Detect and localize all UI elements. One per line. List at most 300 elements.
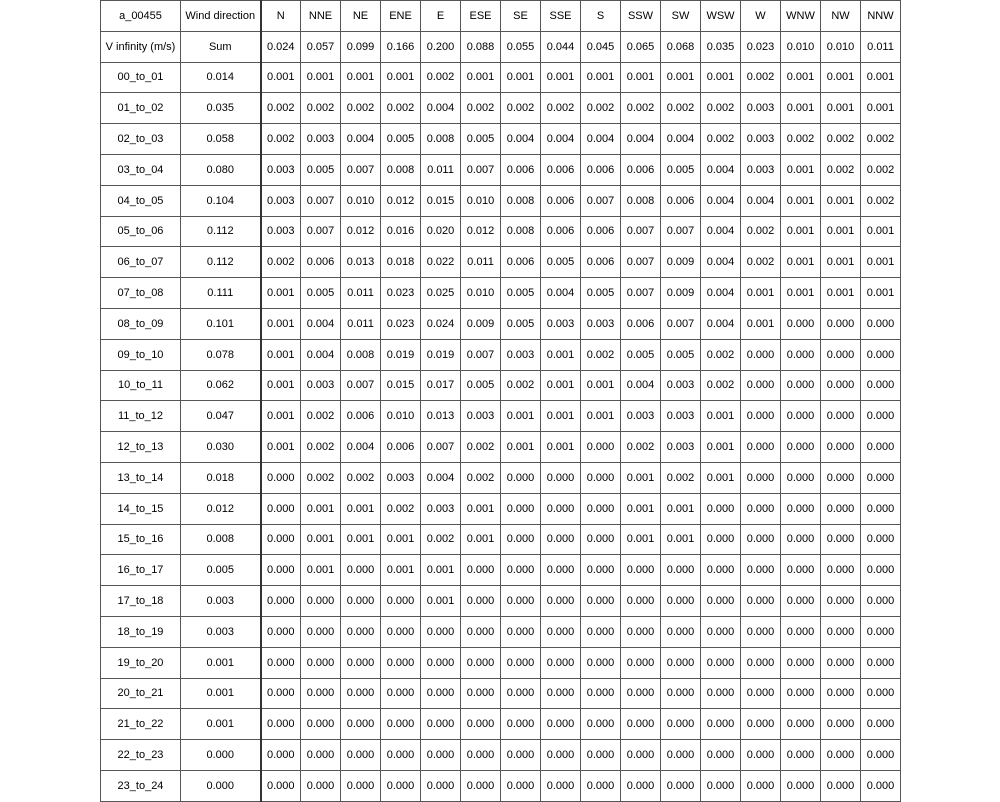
frequency-cell: 0.000 bbox=[541, 647, 581, 678]
speed-bin-label: 17_to_18 bbox=[101, 586, 181, 617]
frequency-cell: 0.007 bbox=[341, 370, 381, 401]
frequency-cell: 0.001 bbox=[421, 586, 461, 617]
frequency-cell: 0.010 bbox=[341, 185, 381, 216]
frequency-cell: 0.003 bbox=[421, 493, 461, 524]
frequency-cell: 0.000 bbox=[381, 616, 421, 647]
frequency-cell: 0.000 bbox=[781, 616, 821, 647]
frequency-cell: 0.001 bbox=[421, 555, 461, 586]
frequency-cell: 0.000 bbox=[701, 740, 741, 771]
frequency-cell: 0.000 bbox=[541, 493, 581, 524]
frequency-cell: 0.003 bbox=[581, 308, 621, 339]
table-row bbox=[101, 154, 901, 185]
frequency-cell: 0.001 bbox=[501, 401, 541, 432]
frequency-cell: 0.007 bbox=[621, 247, 661, 278]
direction-sum-cell: 0.099 bbox=[341, 31, 381, 62]
frequency-cell: 0.000 bbox=[421, 678, 461, 709]
wind-direction-header: Wind direction bbox=[181, 1, 261, 32]
speed-header: V infinity (m/s) bbox=[101, 31, 181, 62]
frequency-cell: 0.024 bbox=[421, 308, 461, 339]
frequency-cell: 0.004 bbox=[741, 185, 781, 216]
direction-header-cell: SE bbox=[501, 1, 541, 32]
frequency-cell: 0.001 bbox=[821, 216, 861, 247]
speed-bin-label: 04_to_05 bbox=[101, 185, 181, 216]
frequency-cell: 0.007 bbox=[301, 216, 341, 247]
frequency-cell: 0.001 bbox=[301, 524, 341, 555]
frequency-cell: 0.000 bbox=[261, 493, 301, 524]
frequency-cell: 0.000 bbox=[461, 647, 501, 678]
frequency-cell: 0.000 bbox=[781, 555, 821, 586]
speed-bin-label: 01_to_02 bbox=[101, 93, 181, 124]
header-row bbox=[101, 1, 901, 32]
frequency-cell: 0.002 bbox=[381, 493, 421, 524]
row-sum-cell: 0.000 bbox=[181, 740, 261, 771]
direction-header-cell: SW bbox=[661, 1, 701, 32]
frequency-cell: 0.002 bbox=[821, 154, 861, 185]
frequency-cell: 0.000 bbox=[741, 678, 781, 709]
direction-sum-cell: 0.065 bbox=[621, 31, 661, 62]
frequency-cell: 0.000 bbox=[781, 586, 821, 617]
frequency-cell: 0.000 bbox=[501, 647, 541, 678]
frequency-cell: 0.003 bbox=[461, 401, 501, 432]
direction-sum-cell: 0.045 bbox=[581, 31, 621, 62]
frequency-cell: 0.002 bbox=[301, 401, 341, 432]
frequency-cell: 0.001 bbox=[701, 462, 741, 493]
frequency-cell: 0.000 bbox=[421, 647, 461, 678]
frequency-cell: 0.004 bbox=[301, 308, 341, 339]
row-sum-cell: 0.001 bbox=[181, 678, 261, 709]
row-sum-cell: 0.003 bbox=[181, 586, 261, 617]
frequency-cell: 0.001 bbox=[301, 493, 341, 524]
frequency-cell: 0.001 bbox=[821, 93, 861, 124]
frequency-cell: 0.002 bbox=[701, 370, 741, 401]
frequency-cell: 0.004 bbox=[661, 124, 701, 155]
frequency-cell: 0.002 bbox=[821, 124, 861, 155]
frequency-cell: 0.006 bbox=[621, 154, 661, 185]
table-row bbox=[101, 432, 901, 463]
frequency-cell: 0.003 bbox=[541, 308, 581, 339]
frequency-cell: 0.005 bbox=[461, 124, 501, 155]
frequency-cell: 0.000 bbox=[741, 555, 781, 586]
table-row bbox=[101, 339, 901, 370]
frequency-cell: 0.002 bbox=[501, 93, 541, 124]
direction-header-cell: NE bbox=[341, 1, 381, 32]
frequency-cell: 0.000 bbox=[261, 555, 301, 586]
table-row bbox=[101, 216, 901, 247]
frequency-cell: 0.006 bbox=[381, 432, 421, 463]
direction-header-cell: NNE bbox=[301, 1, 341, 32]
frequency-cell: 0.000 bbox=[581, 678, 621, 709]
frequency-cell: 0.000 bbox=[821, 339, 861, 370]
frequency-cell: 0.003 bbox=[301, 370, 341, 401]
frequency-cell: 0.001 bbox=[501, 62, 541, 93]
frequency-cell: 0.003 bbox=[661, 370, 701, 401]
frequency-cell: 0.001 bbox=[861, 62, 901, 93]
frequency-cell: 0.000 bbox=[541, 462, 581, 493]
table-row bbox=[101, 462, 901, 493]
frequency-cell: 0.000 bbox=[581, 555, 621, 586]
frequency-cell: 0.005 bbox=[541, 247, 581, 278]
frequency-cell: 0.004 bbox=[581, 124, 621, 155]
direction-sum-cell: 0.011 bbox=[861, 31, 901, 62]
frequency-cell: 0.003 bbox=[261, 185, 301, 216]
frequency-cell: 0.004 bbox=[301, 339, 341, 370]
frequency-cell: 0.000 bbox=[741, 709, 781, 740]
frequency-cell: 0.000 bbox=[381, 647, 421, 678]
frequency-cell: 0.006 bbox=[621, 308, 661, 339]
frequency-cell: 0.007 bbox=[461, 339, 501, 370]
frequency-cell: 0.000 bbox=[541, 740, 581, 771]
frequency-cell: 0.001 bbox=[461, 62, 501, 93]
frequency-cell: 0.001 bbox=[301, 555, 341, 586]
frequency-cell: 0.012 bbox=[461, 216, 501, 247]
frequency-cell: 0.000 bbox=[621, 616, 661, 647]
frequency-cell: 0.000 bbox=[701, 770, 741, 801]
frequency-cell: 0.000 bbox=[541, 709, 581, 740]
speed-bin-label: 20_to_21 bbox=[101, 678, 181, 709]
frequency-cell: 0.002 bbox=[861, 185, 901, 216]
frequency-cell: 0.002 bbox=[621, 93, 661, 124]
table-row bbox=[101, 308, 901, 339]
frequency-cell: 0.006 bbox=[581, 216, 621, 247]
frequency-cell: 0.001 bbox=[861, 247, 901, 278]
frequency-cell: 0.000 bbox=[581, 586, 621, 617]
frequency-cell: 0.007 bbox=[661, 216, 701, 247]
frequency-cell: 0.003 bbox=[741, 93, 781, 124]
frequency-cell: 0.000 bbox=[261, 678, 301, 709]
speed-bin-label: 18_to_19 bbox=[101, 616, 181, 647]
frequency-cell: 0.000 bbox=[461, 740, 501, 771]
frequency-cell: 0.000 bbox=[581, 493, 621, 524]
frequency-cell: 0.002 bbox=[261, 124, 301, 155]
frequency-cell: 0.000 bbox=[861, 586, 901, 617]
frequency-cell: 0.000 bbox=[621, 555, 661, 586]
frequency-cell: 0.000 bbox=[661, 740, 701, 771]
frequency-cell: 0.001 bbox=[501, 432, 541, 463]
frequency-cell: 0.000 bbox=[501, 586, 541, 617]
frequency-cell: 0.007 bbox=[461, 154, 501, 185]
frequency-cell: 0.000 bbox=[261, 524, 301, 555]
frequency-cell: 0.002 bbox=[261, 247, 301, 278]
frequency-cell: 0.001 bbox=[701, 401, 741, 432]
frequency-cell: 0.000 bbox=[341, 616, 381, 647]
frequency-cell: 0.000 bbox=[741, 401, 781, 432]
frequency-cell: 0.002 bbox=[341, 93, 381, 124]
frequency-cell: 0.005 bbox=[581, 278, 621, 309]
frequency-cell: 0.001 bbox=[781, 154, 821, 185]
row-sum-cell: 0.014 bbox=[181, 62, 261, 93]
frequency-cell: 0.001 bbox=[261, 308, 301, 339]
speed-bin-label: 23_to_24 bbox=[101, 770, 181, 801]
frequency-cell: 0.000 bbox=[781, 740, 821, 771]
frequency-cell: 0.002 bbox=[701, 93, 741, 124]
frequency-cell: 0.001 bbox=[461, 493, 501, 524]
frequency-cell: 0.011 bbox=[421, 154, 461, 185]
frequency-cell: 0.002 bbox=[301, 93, 341, 124]
row-sum-cell: 0.112 bbox=[181, 247, 261, 278]
row-sum-cell: 0.035 bbox=[181, 93, 261, 124]
frequency-cell: 0.005 bbox=[621, 339, 661, 370]
row-sum-cell: 0.062 bbox=[181, 370, 261, 401]
frequency-cell: 0.008 bbox=[501, 216, 541, 247]
frequency-cell: 0.002 bbox=[861, 124, 901, 155]
frequency-cell: 0.000 bbox=[421, 740, 461, 771]
direction-header-cell: W bbox=[741, 1, 781, 32]
speed-bin-label: 00_to_01 bbox=[101, 62, 181, 93]
table-row bbox=[101, 616, 901, 647]
frequency-cell: 0.006 bbox=[501, 154, 541, 185]
frequency-cell: 0.000 bbox=[581, 462, 621, 493]
frequency-cell: 0.000 bbox=[661, 647, 701, 678]
frequency-cell: 0.009 bbox=[661, 247, 701, 278]
direction-sum-row bbox=[101, 31, 901, 62]
frequency-cell: 0.000 bbox=[341, 770, 381, 801]
frequency-cell: 0.000 bbox=[861, 770, 901, 801]
frequency-cell: 0.000 bbox=[781, 524, 821, 555]
frequency-cell: 0.000 bbox=[581, 432, 621, 463]
frequency-cell: 0.002 bbox=[541, 93, 581, 124]
frequency-cell: 0.008 bbox=[341, 339, 381, 370]
frequency-cell: 0.004 bbox=[421, 93, 461, 124]
frequency-cell: 0.002 bbox=[741, 216, 781, 247]
direction-sum-cell: 0.057 bbox=[301, 31, 341, 62]
direction-sum-cell: 0.055 bbox=[501, 31, 541, 62]
frequency-cell: 0.000 bbox=[861, 616, 901, 647]
frequency-cell: 0.000 bbox=[821, 370, 861, 401]
frequency-cell: 0.000 bbox=[821, 493, 861, 524]
frequency-cell: 0.005 bbox=[301, 154, 341, 185]
frequency-cell: 0.000 bbox=[741, 370, 781, 401]
frequency-cell: 0.004 bbox=[701, 216, 741, 247]
frequency-cell: 0.020 bbox=[421, 216, 461, 247]
frequency-cell: 0.000 bbox=[821, 616, 861, 647]
direction-header-cell: NNW bbox=[861, 1, 901, 32]
table-row bbox=[101, 709, 901, 740]
frequency-cell: 0.006 bbox=[581, 154, 621, 185]
frequency-cell: 0.004 bbox=[701, 308, 741, 339]
frequency-cell: 0.000 bbox=[821, 740, 861, 771]
frequency-cell: 0.000 bbox=[341, 678, 381, 709]
frequency-cell: 0.000 bbox=[581, 647, 621, 678]
frequency-cell: 0.009 bbox=[461, 308, 501, 339]
frequency-cell: 0.000 bbox=[781, 401, 821, 432]
direction-sum-cell: 0.166 bbox=[381, 31, 421, 62]
table-body bbox=[101, 1, 901, 802]
frequency-cell: 0.000 bbox=[541, 616, 581, 647]
row-sum-cell: 0.058 bbox=[181, 124, 261, 155]
table-row bbox=[101, 401, 901, 432]
frequency-cell: 0.007 bbox=[621, 278, 661, 309]
frequency-cell: 0.001 bbox=[661, 62, 701, 93]
frequency-cell: 0.001 bbox=[381, 524, 421, 555]
table-row bbox=[101, 647, 901, 678]
frequency-cell: 0.000 bbox=[621, 770, 661, 801]
frequency-cell: 0.019 bbox=[421, 339, 461, 370]
frequency-cell: 0.000 bbox=[701, 616, 741, 647]
frequency-cell: 0.002 bbox=[621, 432, 661, 463]
speed-bin-label: 10_to_11 bbox=[101, 370, 181, 401]
frequency-cell: 0.001 bbox=[301, 62, 341, 93]
frequency-cell: 0.001 bbox=[661, 493, 701, 524]
table-row bbox=[101, 93, 901, 124]
speed-bin-label: 02_to_03 bbox=[101, 124, 181, 155]
frequency-cell: 0.000 bbox=[741, 493, 781, 524]
frequency-cell: 0.000 bbox=[461, 616, 501, 647]
frequency-cell: 0.025 bbox=[421, 278, 461, 309]
frequency-cell: 0.011 bbox=[341, 278, 381, 309]
direction-header-cell: SSW bbox=[621, 1, 661, 32]
frequency-cell: 0.000 bbox=[621, 586, 661, 617]
frequency-cell: 0.003 bbox=[661, 401, 701, 432]
frequency-cell: 0.002 bbox=[661, 462, 701, 493]
frequency-cell: 0.000 bbox=[741, 339, 781, 370]
frequency-cell: 0.001 bbox=[541, 339, 581, 370]
row-sum-cell: 0.030 bbox=[181, 432, 261, 463]
frequency-cell: 0.000 bbox=[741, 616, 781, 647]
frequency-cell: 0.003 bbox=[261, 154, 301, 185]
frequency-cell: 0.006 bbox=[541, 154, 581, 185]
frequency-cell: 0.001 bbox=[861, 216, 901, 247]
frequency-cell: 0.000 bbox=[541, 678, 581, 709]
frequency-cell: 0.000 bbox=[541, 555, 581, 586]
frequency-cell: 0.003 bbox=[661, 432, 701, 463]
frequency-cell: 0.001 bbox=[581, 401, 621, 432]
frequency-cell: 0.000 bbox=[341, 555, 381, 586]
table-row bbox=[101, 62, 901, 93]
frequency-cell: 0.004 bbox=[541, 124, 581, 155]
frequency-cell: 0.004 bbox=[341, 124, 381, 155]
frequency-cell: 0.001 bbox=[781, 247, 821, 278]
frequency-cell: 0.018 bbox=[381, 247, 421, 278]
table-row bbox=[101, 678, 901, 709]
direction-header-cell: N bbox=[261, 1, 301, 32]
speed-bin-label: 03_to_04 bbox=[101, 154, 181, 185]
frequency-cell: 0.000 bbox=[861, 493, 901, 524]
frequency-cell: 0.000 bbox=[821, 308, 861, 339]
frequency-cell: 0.000 bbox=[741, 770, 781, 801]
frequency-cell: 0.003 bbox=[501, 339, 541, 370]
frequency-cell: 0.005 bbox=[381, 124, 421, 155]
frequency-cell: 0.002 bbox=[701, 124, 741, 155]
row-sum-cell: 0.112 bbox=[181, 216, 261, 247]
direction-sum-cell: 0.044 bbox=[541, 31, 581, 62]
frequency-cell: 0.001 bbox=[621, 62, 661, 93]
frequency-cell: 0.011 bbox=[461, 247, 501, 278]
row-sum-cell: 0.000 bbox=[181, 770, 261, 801]
frequency-cell: 0.023 bbox=[381, 278, 421, 309]
frequency-cell: 0.000 bbox=[821, 647, 861, 678]
frequency-cell: 0.002 bbox=[461, 432, 501, 463]
frequency-cell: 0.010 bbox=[461, 278, 501, 309]
frequency-cell: 0.006 bbox=[581, 247, 621, 278]
frequency-cell: 0.004 bbox=[701, 154, 741, 185]
direction-sum-cell: 0.035 bbox=[701, 31, 741, 62]
frequency-cell: 0.004 bbox=[701, 247, 741, 278]
row-sum-cell: 0.018 bbox=[181, 462, 261, 493]
frequency-cell: 0.000 bbox=[861, 678, 901, 709]
frequency-cell: 0.000 bbox=[661, 616, 701, 647]
frequency-cell: 0.004 bbox=[421, 462, 461, 493]
frequency-cell: 0.002 bbox=[741, 62, 781, 93]
frequency-cell: 0.000 bbox=[661, 586, 701, 617]
speed-bin-label: 07_to_08 bbox=[101, 278, 181, 309]
frequency-cell: 0.005 bbox=[501, 278, 541, 309]
frequency-cell: 0.002 bbox=[301, 462, 341, 493]
frequency-cell: 0.001 bbox=[821, 247, 861, 278]
frequency-cell: 0.001 bbox=[861, 93, 901, 124]
direction-header-cell: NW bbox=[821, 1, 861, 32]
row-sum-cell: 0.101 bbox=[181, 308, 261, 339]
row-sum-cell: 0.005 bbox=[181, 555, 261, 586]
frequency-cell: 0.000 bbox=[341, 709, 381, 740]
frequency-cell: 0.000 bbox=[301, 586, 341, 617]
frequency-cell: 0.001 bbox=[781, 216, 821, 247]
speed-bin-label: 08_to_09 bbox=[101, 308, 181, 339]
frequency-cell: 0.010 bbox=[461, 185, 501, 216]
frequency-cell: 0.012 bbox=[381, 185, 421, 216]
frequency-cell: 0.000 bbox=[261, 647, 301, 678]
speed-bin-label: 14_to_15 bbox=[101, 493, 181, 524]
frequency-cell: 0.000 bbox=[261, 740, 301, 771]
frequency-cell: 0.000 bbox=[781, 647, 821, 678]
frequency-cell: 0.002 bbox=[381, 93, 421, 124]
frequency-cell: 0.001 bbox=[621, 524, 661, 555]
frequency-cell: 0.007 bbox=[421, 432, 461, 463]
frequency-cell: 0.001 bbox=[621, 493, 661, 524]
frequency-cell: 0.002 bbox=[421, 524, 461, 555]
frequency-cell: 0.000 bbox=[781, 339, 821, 370]
frequency-cell: 0.001 bbox=[781, 93, 821, 124]
frequency-cell: 0.000 bbox=[861, 740, 901, 771]
frequency-cell: 0.002 bbox=[861, 154, 901, 185]
row-sum-cell: 0.001 bbox=[181, 647, 261, 678]
frequency-cell: 0.000 bbox=[821, 709, 861, 740]
frequency-cell: 0.000 bbox=[861, 462, 901, 493]
frequency-cell: 0.000 bbox=[261, 616, 301, 647]
direction-header-cell: WSW bbox=[701, 1, 741, 32]
frequency-cell: 0.000 bbox=[781, 370, 821, 401]
frequency-cell: 0.012 bbox=[341, 216, 381, 247]
frequency-cell: 0.003 bbox=[741, 124, 781, 155]
frequency-cell: 0.000 bbox=[341, 647, 381, 678]
speed-bin-label: 15_to_16 bbox=[101, 524, 181, 555]
frequency-cell: 0.003 bbox=[621, 401, 661, 432]
frequency-cell: 0.000 bbox=[741, 462, 781, 493]
frequency-cell: 0.007 bbox=[581, 185, 621, 216]
frequency-cell: 0.000 bbox=[261, 709, 301, 740]
frequency-cell: 0.004 bbox=[621, 370, 661, 401]
frequency-cell: 0.000 bbox=[261, 770, 301, 801]
frequency-cell: 0.000 bbox=[661, 555, 701, 586]
frequency-cell: 0.011 bbox=[341, 308, 381, 339]
direction-header-cell: SSE bbox=[541, 1, 581, 32]
frequency-cell: 0.000 bbox=[501, 740, 541, 771]
frequency-cell: 0.001 bbox=[821, 185, 861, 216]
frequency-cell: 0.008 bbox=[621, 185, 661, 216]
table-row bbox=[101, 493, 901, 524]
frequency-cell: 0.001 bbox=[861, 278, 901, 309]
frequency-cell: 0.001 bbox=[661, 524, 701, 555]
row-sum-cell: 0.111 bbox=[181, 278, 261, 309]
frequency-cell: 0.006 bbox=[541, 216, 581, 247]
frequency-cell: 0.015 bbox=[381, 370, 421, 401]
row-sum-cell: 0.001 bbox=[181, 709, 261, 740]
table-row bbox=[101, 370, 901, 401]
frequency-cell: 0.002 bbox=[301, 432, 341, 463]
frequency-cell: 0.000 bbox=[821, 555, 861, 586]
frequency-cell: 0.001 bbox=[581, 62, 621, 93]
speed-bin-label: 13_to_14 bbox=[101, 462, 181, 493]
frequency-cell: 0.009 bbox=[661, 278, 701, 309]
